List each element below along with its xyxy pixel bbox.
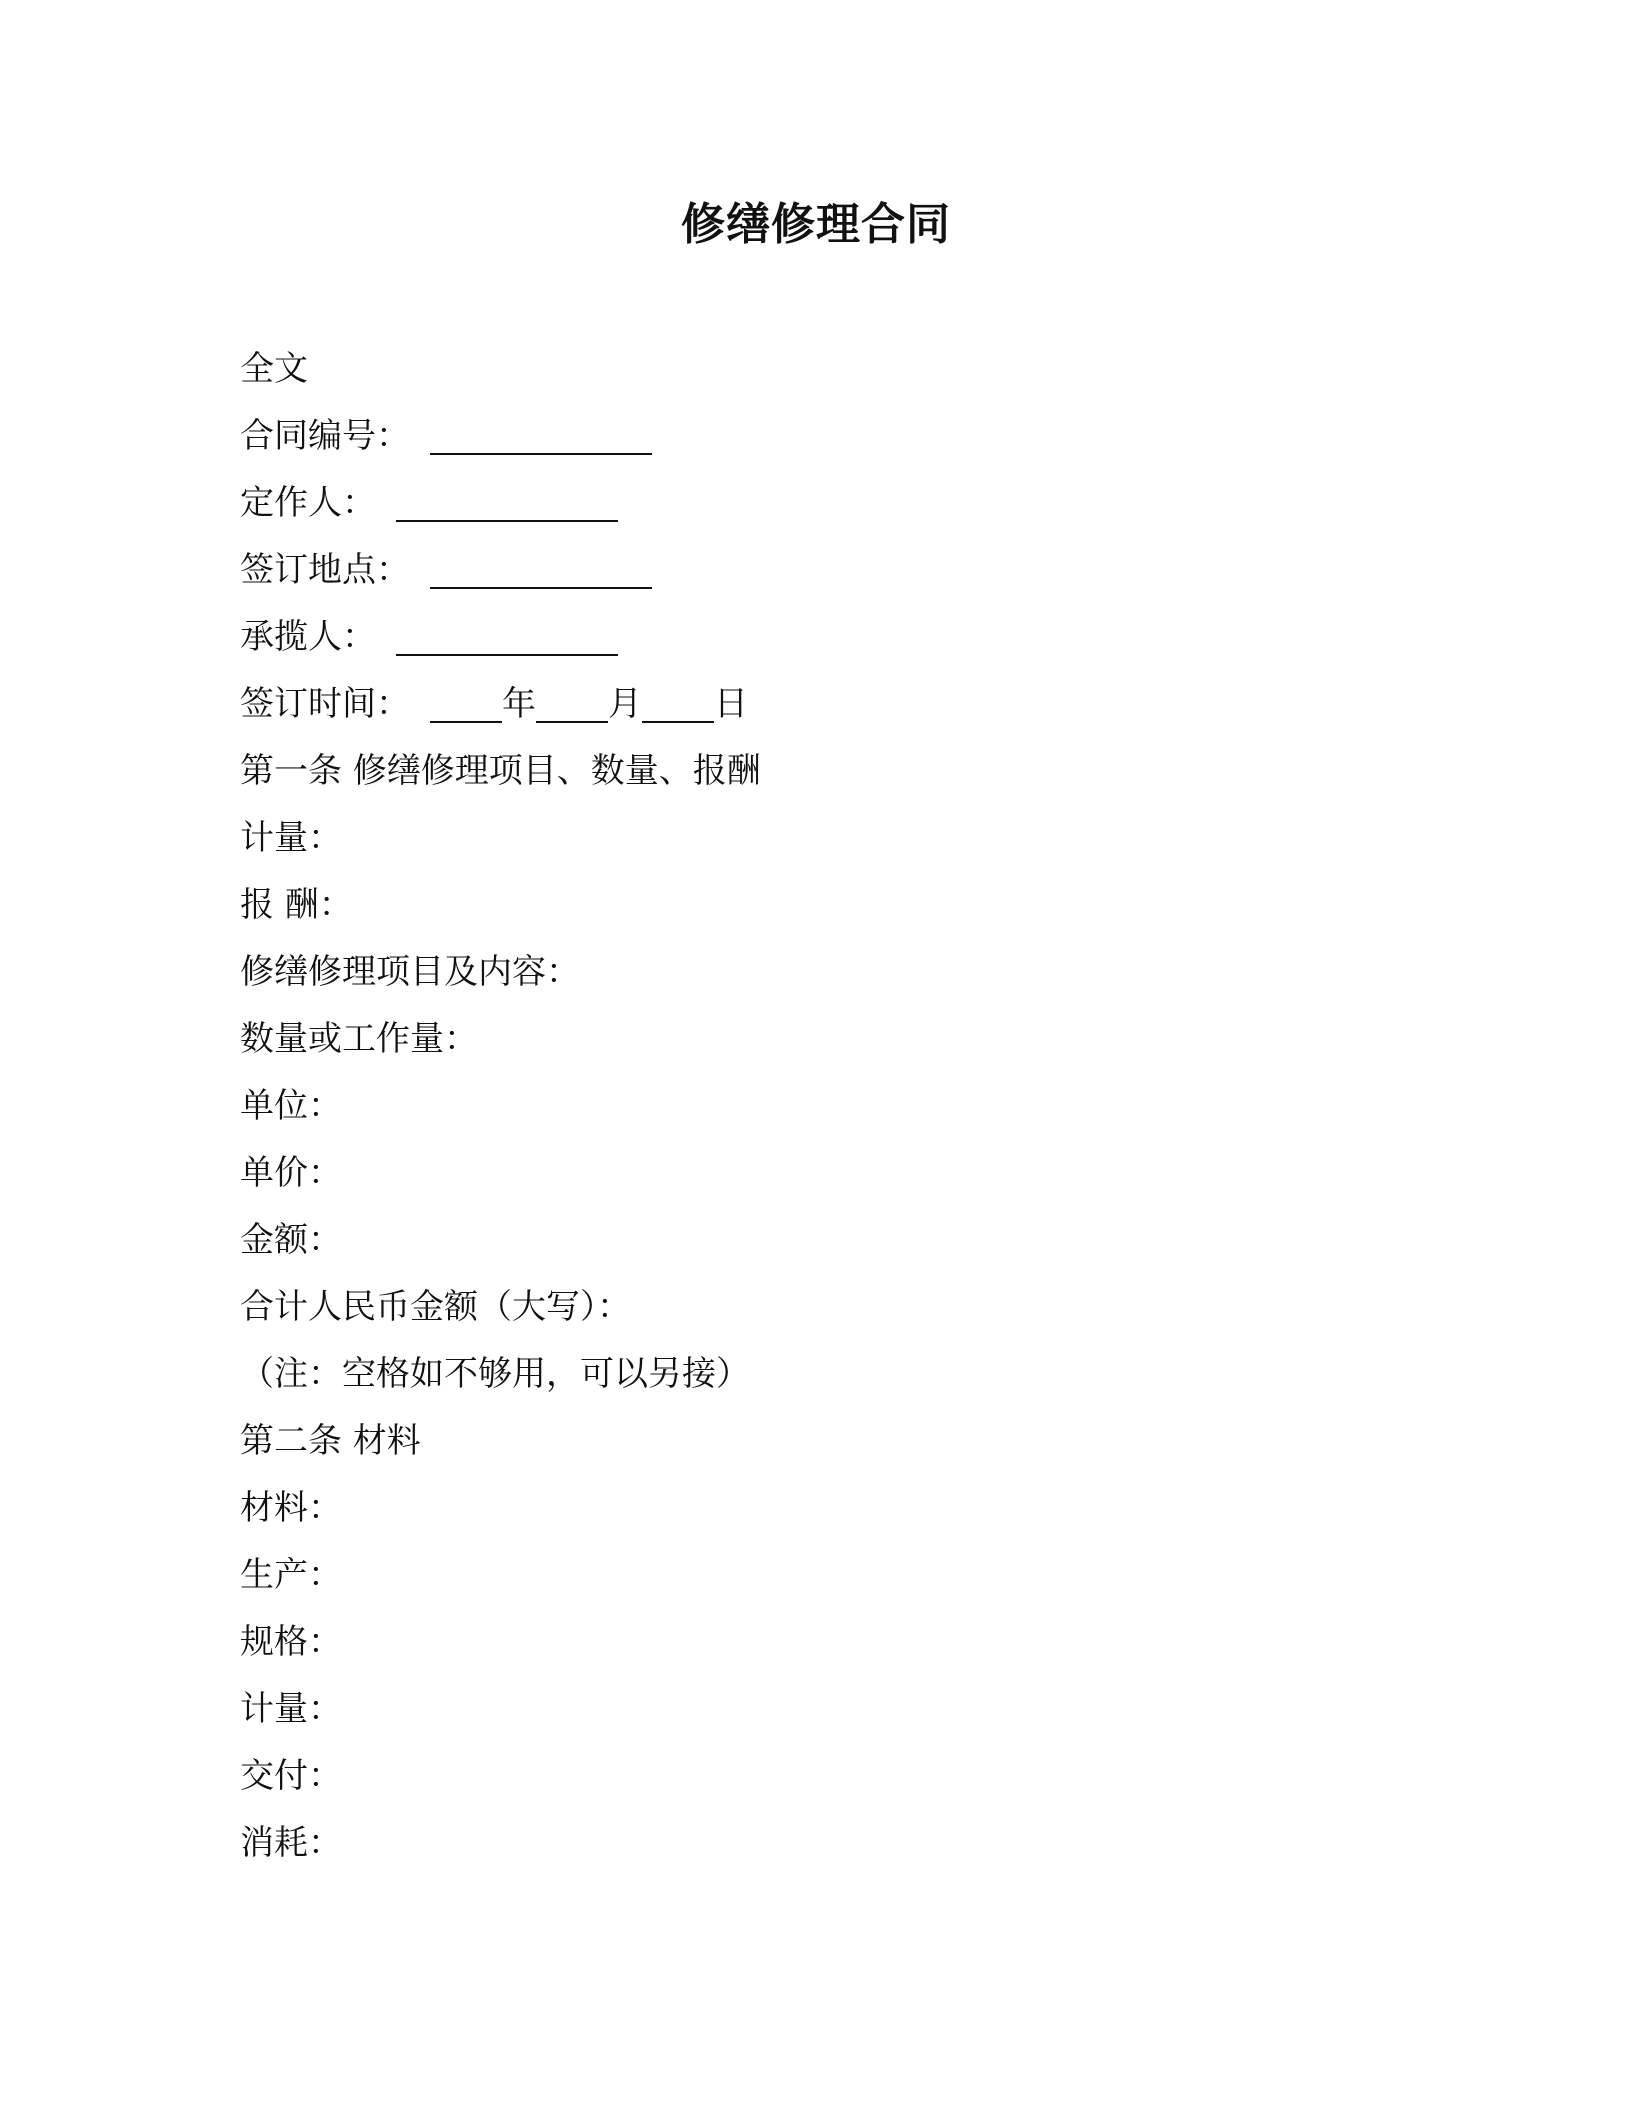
production-line: 生产： xyxy=(240,1555,342,1595)
article-1-heading: 第一条 修缮修理项目、数量、报酬 xyxy=(240,751,761,791)
total-rmb-line: 合计人民币金额（大写）： xyxy=(240,1287,631,1327)
orderer-label: 定作人： xyxy=(240,483,376,523)
note-line: （注：空格如不够用，可以另接） xyxy=(240,1354,750,1394)
specification-line: 规格： xyxy=(240,1622,342,1662)
material-line: 材料： xyxy=(240,1488,342,1528)
day-label: 日 xyxy=(714,684,748,724)
sign-time-label: 签订时间： xyxy=(240,684,410,724)
full-text-heading xyxy=(240,336,1440,403)
sign-day-blank[interactable] xyxy=(642,691,714,723)
full-text-label: 全文 xyxy=(240,349,308,389)
contractor-blank[interactable] xyxy=(396,624,618,656)
material-measure-line: 计量： xyxy=(240,1689,342,1729)
contract-number-line xyxy=(240,403,1440,470)
unit-price-line: 单价： xyxy=(240,1153,342,1193)
remuneration-line: 报 酬： xyxy=(240,885,353,925)
document-body xyxy=(240,336,1440,1877)
sign-year-blank[interactable] xyxy=(430,691,502,723)
consumption-line: 消耗： xyxy=(240,1823,342,1863)
contract-number-label: 合同编号： xyxy=(240,416,410,456)
contractor-label: 承揽人： xyxy=(240,617,376,657)
contract-number-blank[interactable] xyxy=(430,423,652,455)
contractor-line xyxy=(240,604,1440,671)
amount-line: 金额： xyxy=(240,1220,342,1260)
sign-place-line xyxy=(240,537,1440,604)
sign-place-blank[interactable] xyxy=(430,557,652,589)
document-title: 修缮修理合同 xyxy=(681,199,951,250)
year-label: 年 xyxy=(502,684,536,724)
sign-month-blank[interactable] xyxy=(536,691,608,723)
orderer-line xyxy=(240,470,1440,537)
quantity-line: 数量或工作量： xyxy=(240,1019,478,1059)
measure-line: 计量： xyxy=(240,818,342,858)
article-2-heading: 第二条 材料 xyxy=(240,1421,421,1461)
sign-place-label: 签订地点： xyxy=(240,550,410,590)
sign-time-line xyxy=(240,671,1440,738)
month-label: 月 xyxy=(608,684,642,724)
unit-line: 单位： xyxy=(240,1086,342,1126)
repair-items-line: 修缮修理项目及内容： xyxy=(240,952,580,992)
orderer-blank[interactable] xyxy=(396,490,618,522)
delivery-line: 交付： xyxy=(240,1756,342,1796)
